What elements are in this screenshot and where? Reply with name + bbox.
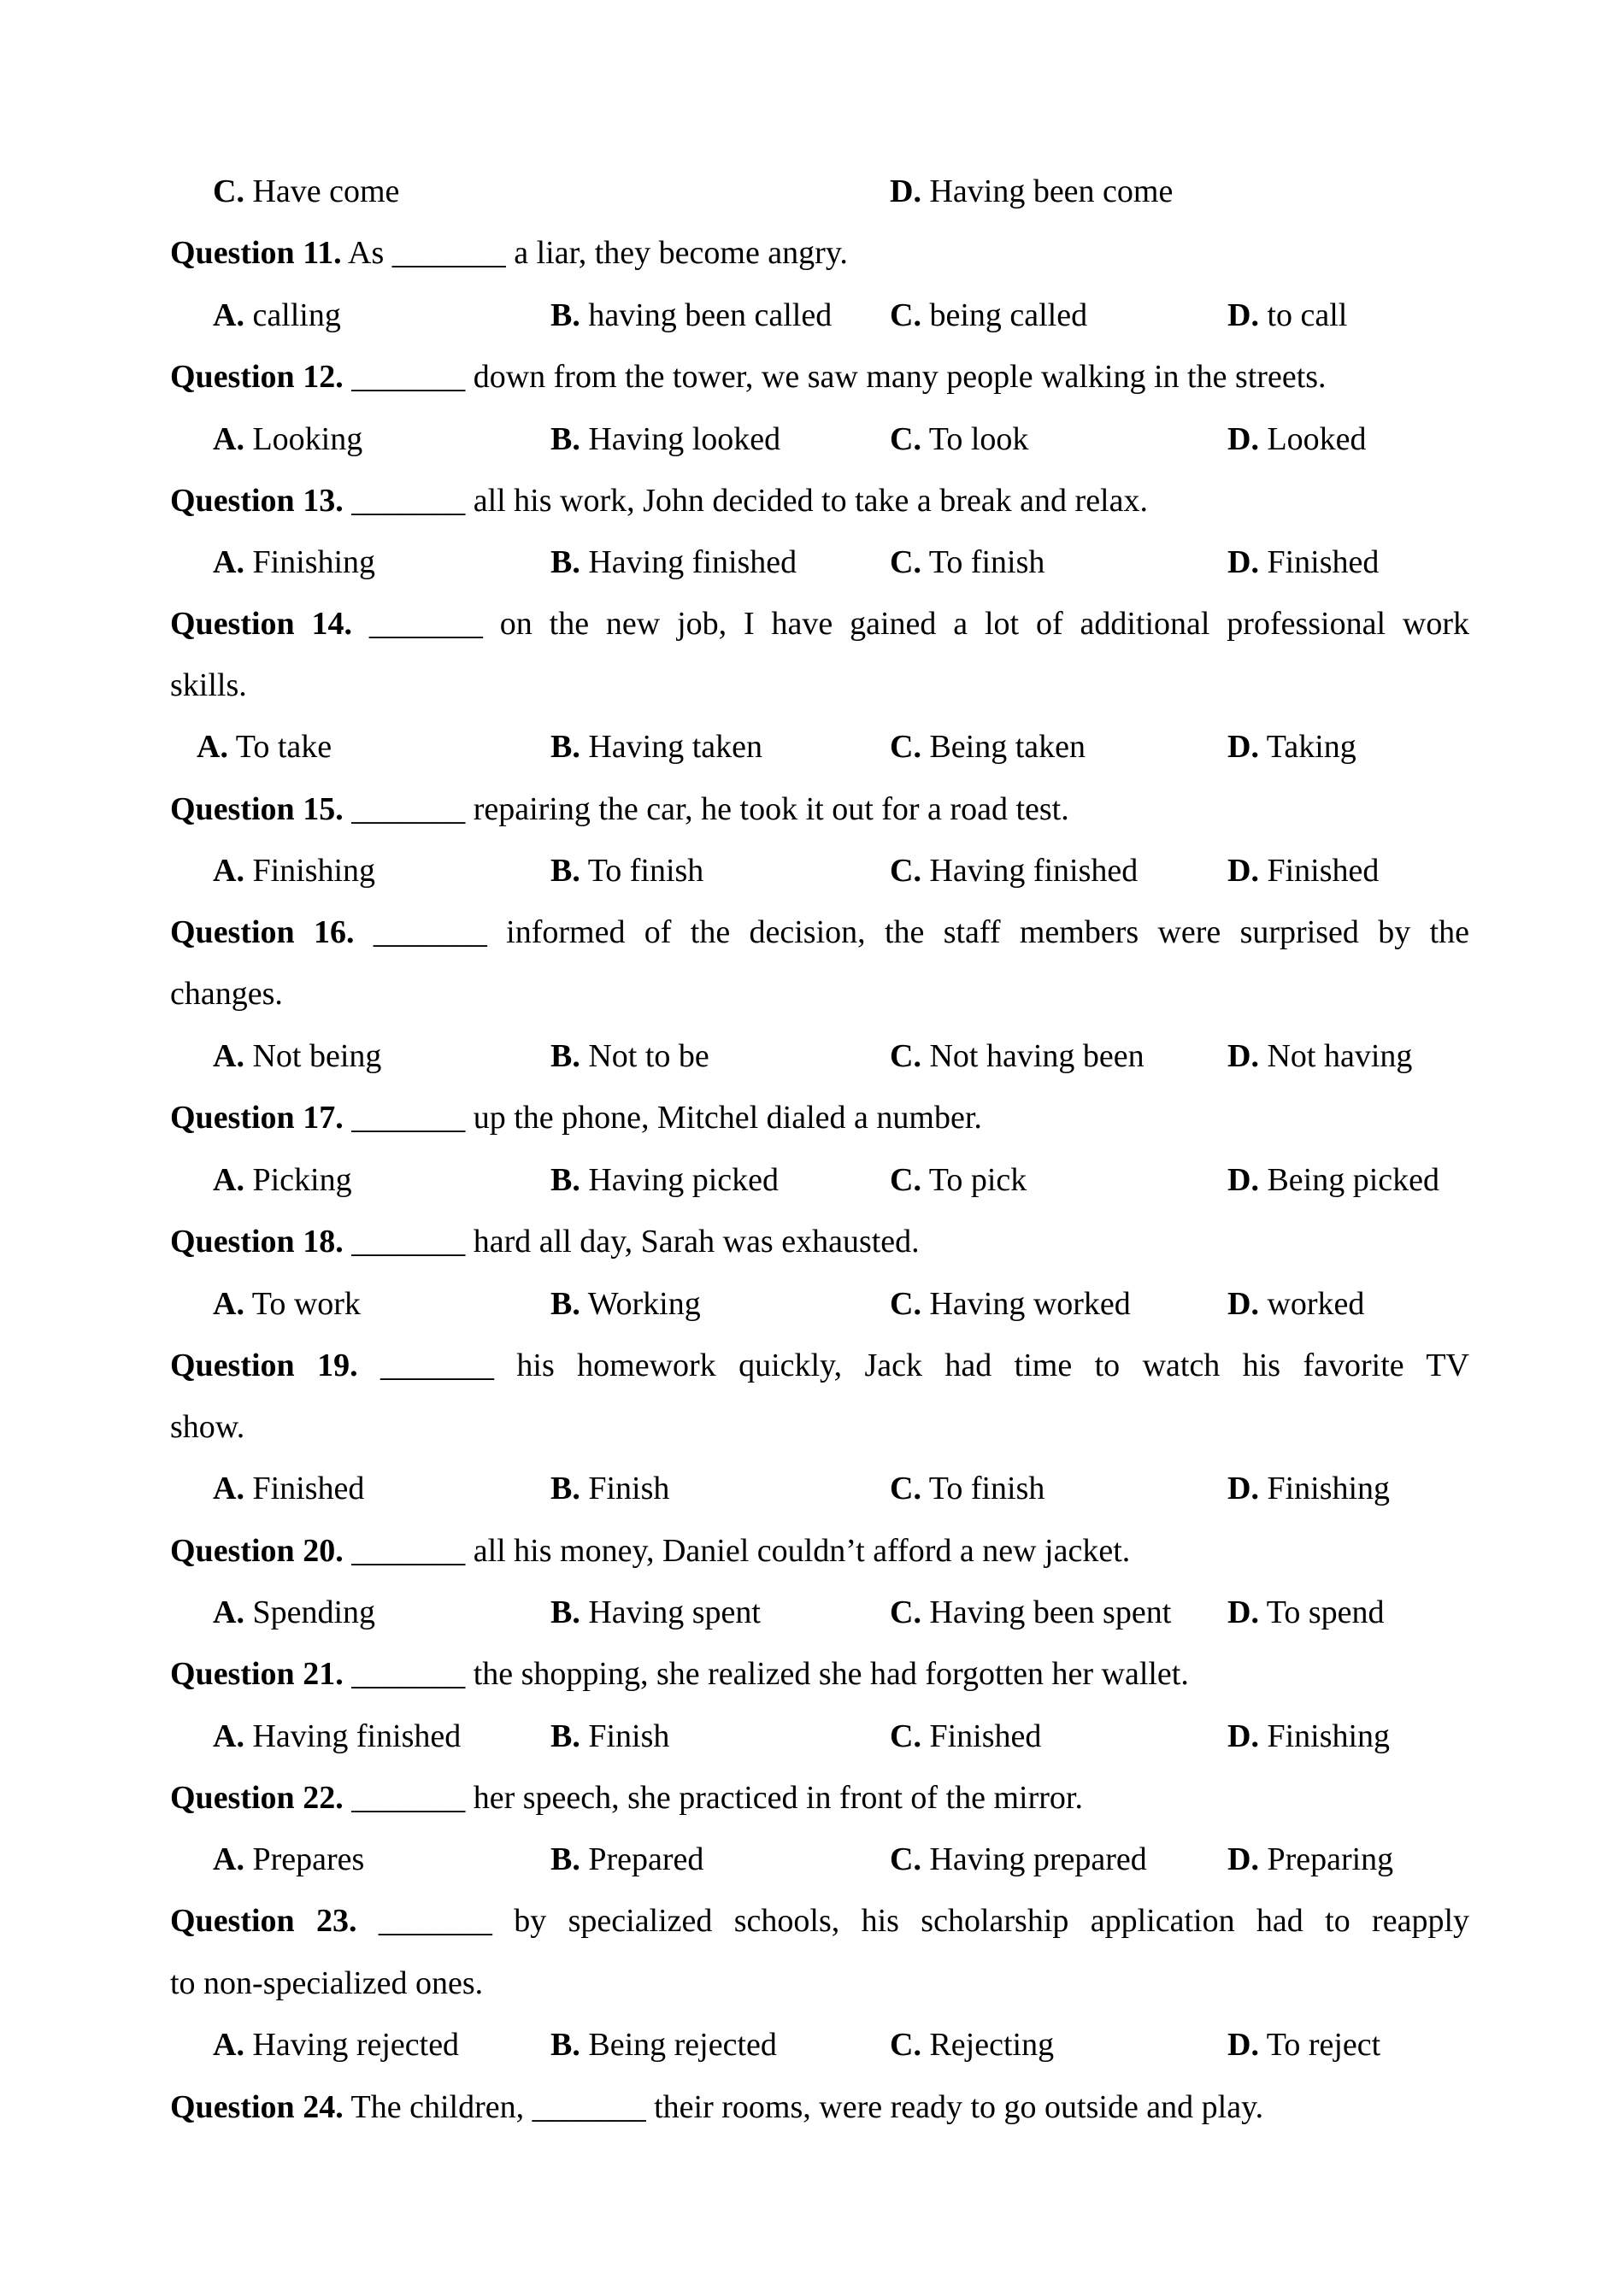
option-letter: D.: [1227, 297, 1259, 333]
option-letter: C.: [890, 1286, 921, 1322]
question-number: Question 24.: [170, 2089, 344, 2125]
option-letter: B.: [550, 1594, 580, 1630]
question-number: Question 20.: [170, 1533, 344, 1569]
option-c[interactable]: [890, 531, 1044, 593]
option-letter: C.: [890, 1471, 921, 1506]
option-text: To look: [928, 421, 1029, 457]
option-d[interactable]: [1227, 1458, 1390, 1519]
option-letter: D.: [1227, 1594, 1259, 1630]
option-letter: D.: [1227, 1471, 1259, 1506]
question-stem: [170, 1335, 1469, 1396]
option-letter: B.: [550, 1718, 580, 1754]
option-c[interactable]: [890, 716, 1086, 778]
option-letter: A.: [213, 1718, 244, 1754]
option-letter: A.: [213, 1162, 244, 1198]
option-letter: D.: [1227, 544, 1259, 580]
option-b[interactable]: [550, 285, 832, 346]
option-letter: A.: [213, 1286, 244, 1322]
answer-blank: _______: [380, 1348, 494, 1383]
option-text: having been called: [588, 297, 833, 333]
option-text: Working: [587, 1286, 701, 1322]
option-a[interactable]: [213, 1025, 381, 1087]
option-text: To work: [251, 1286, 361, 1322]
option-c[interactable]: [890, 2014, 1054, 2076]
question-text: down from the tower, we saw many people walking in the streets.: [473, 359, 1327, 395]
option-text: Having rejected: [252, 2027, 460, 2063]
question-text: her speech, she practiced in front of the mirror.: [473, 1780, 1083, 1816]
option-letter: B.: [550, 853, 580, 889]
question-text: up the phone, Mitchel dialed a number.: [473, 1100, 982, 1136]
question-text: their rooms, were ready to go outside and play.: [654, 2089, 1264, 2125]
answer-blank: _______: [351, 1780, 466, 1816]
option-text: Being picked: [1267, 1162, 1440, 1198]
question-stem: [170, 2076, 1469, 2138]
option-text: Finishing: [1267, 1471, 1391, 1506]
option-text: Spending: [252, 1594, 376, 1630]
option-letter: D.: [1227, 853, 1259, 889]
option-text: Having worked: [929, 1286, 1131, 1322]
option-letter: A.: [213, 1038, 244, 1074]
answer-blank: _______: [351, 1656, 466, 1692]
option-text: Not being: [252, 1038, 382, 1074]
option-text: Finished: [252, 1471, 365, 1506]
question-number: Question 12.: [170, 359, 344, 395]
option-letter: B.: [550, 1471, 580, 1506]
option-text: Finish: [588, 1718, 670, 1754]
option-letter: C.: [890, 1594, 921, 1630]
option-d[interactable]: [1227, 1149, 1439, 1211]
question-number: Question 14.: [170, 606, 353, 642]
option-text: Prepares: [252, 1841, 365, 1877]
option-text: To take: [235, 729, 332, 765]
option-b[interactable]: [550, 2014, 777, 2076]
option-letter: C.: [890, 421, 921, 457]
question-stem: [170, 1890, 1469, 1952]
option-c[interactable]: [890, 1025, 1144, 1087]
option-d[interactable]: [1227, 2014, 1380, 2076]
option-text: Not having: [1267, 1038, 1413, 1074]
answer-blank: _______: [351, 483, 466, 519]
option-c[interactable]: [890, 1582, 1171, 1643]
option-letter: B.: [550, 729, 580, 765]
answer-blank: _______: [378, 1903, 492, 1939]
option-a[interactable]: [213, 1706, 461, 1767]
option-letter: D.: [1227, 729, 1259, 765]
option-b[interactable]: [550, 716, 762, 778]
option-b[interactable]: [550, 1829, 703, 1890]
answer-blank: _______: [351, 359, 466, 395]
option-b[interactable]: [550, 531, 797, 593]
question-text-before: As: [348, 235, 385, 271]
question-number: Question 18.: [170, 1224, 344, 1260]
option-c[interactable]: [890, 1458, 1044, 1519]
option-b[interactable]: [550, 1149, 779, 1211]
option-b[interactable]: [550, 1458, 669, 1519]
option-text: Finishing: [252, 544, 376, 580]
option-text: To spend: [1266, 1594, 1385, 1630]
option-text: Having spent: [588, 1594, 761, 1630]
option-text: Finishing: [1267, 1718, 1391, 1754]
option-b[interactable]: [550, 1706, 669, 1767]
question-text: all his money, Daniel couldn’t afford a new jacket.: [473, 1533, 1131, 1569]
option-a[interactable]: [213, 1149, 352, 1211]
option-text: Looking: [252, 421, 363, 457]
option-letter: C.: [890, 1162, 921, 1198]
question-text-before: The children,: [350, 2089, 525, 2125]
option-c[interactable]: [890, 1829, 1147, 1890]
option-letter: A.: [213, 2027, 244, 2063]
option-letter: A.: [213, 1471, 244, 1506]
option-letter: D.: [1227, 1038, 1259, 1074]
option-letter: D.: [1227, 421, 1259, 457]
option-c: C. Have come: [213, 173, 400, 209]
option-a[interactable]: [213, 1458, 364, 1519]
answer-blank: _______: [391, 235, 506, 271]
option-b[interactable]: [550, 1273, 701, 1335]
option-text: To finish: [587, 853, 704, 889]
option-text: To reject: [1266, 2027, 1381, 2063]
option-c[interactable]: [890, 1273, 1131, 1335]
option-letter: C.: [890, 853, 921, 889]
option-d[interactable]: [1227, 408, 1367, 470]
option-b[interactable]: [550, 1582, 761, 1643]
question-text: his homework quickly, Jack had time to watch his favorite TV: [516, 1348, 1469, 1383]
option-letter: A.: [197, 729, 228, 765]
question-stem: [170, 778, 1469, 840]
option-text: To pick: [928, 1162, 1027, 1198]
option-d[interactable]: [1227, 1273, 1364, 1335]
option-b[interactable]: [550, 840, 703, 901]
option-text: to call: [1267, 297, 1348, 333]
answer-blank: _______: [351, 1533, 466, 1569]
question-text: all his work, John decided to take a break and relax.: [473, 483, 1148, 519]
option-a[interactable]: [213, 531, 375, 593]
option-text: Having finished: [588, 544, 797, 580]
option-text: Preparing: [1267, 1841, 1394, 1877]
option-letter: A.: [213, 421, 244, 457]
answer-blank: _______: [532, 2089, 646, 2125]
option-text: Looked: [1267, 421, 1367, 457]
option-text: being called: [929, 297, 1088, 333]
option-c[interactable]: [890, 1149, 1027, 1211]
answer-blank: _______: [351, 1100, 466, 1136]
option-a[interactable]: [197, 716, 332, 778]
option-letter: C.: [890, 729, 921, 765]
option-text: Finished: [1267, 544, 1380, 580]
option-text: Finished: [1267, 853, 1380, 889]
option-letter: A.: [213, 853, 244, 889]
option-letter: B.: [550, 1162, 580, 1198]
option-text: Picking: [252, 1162, 352, 1198]
option-letter: C.: [890, 2027, 921, 2063]
option-d[interactable]: [1227, 1025, 1412, 1087]
option-b[interactable]: [550, 408, 780, 470]
option-text: Having finished: [252, 1718, 462, 1754]
option-text: Having picked: [588, 1162, 780, 1198]
option-d[interactable]: [1227, 285, 1347, 346]
question-text: informed of the decision, the staff members were surprised by the: [506, 914, 1469, 950]
option-text: worked: [1267, 1286, 1365, 1322]
question-number: Question 23.: [170, 1903, 357, 1939]
option-text: Not having been: [929, 1038, 1144, 1074]
option-letter: D.: [1227, 1162, 1259, 1198]
question-text: on the new job, I have gained a lot of additional professional work: [499, 606, 1469, 642]
option-letter: A.: [213, 1841, 244, 1877]
option-text: Being taken: [929, 729, 1086, 765]
option-letter: C.: [890, 297, 921, 333]
option-letter: D.: [1227, 2027, 1259, 2063]
option-b[interactable]: [550, 1025, 709, 1087]
option-letter: A.: [213, 1594, 244, 1630]
option-text: Having taken: [588, 729, 763, 765]
option-a[interactable]: [213, 840, 375, 901]
question-text: by specialized schools, his scholarship application had to reapply: [514, 1903, 1469, 1939]
option-text: Prepared: [588, 1841, 704, 1877]
question-stem: [170, 346, 1469, 408]
option-c[interactable]: [890, 840, 1138, 901]
question-text: repairing the car, he took it out for a road test.: [473, 791, 1069, 827]
option-letter: C.: [890, 1038, 921, 1074]
option-letter: B.: [550, 544, 580, 580]
option-letter: D.: [1227, 1718, 1259, 1754]
option-d[interactable]: [1227, 1706, 1390, 1767]
question-number: Question 19.: [170, 1348, 358, 1383]
question-stem: [170, 1643, 1469, 1705]
option-text: Having looked: [588, 421, 781, 457]
question-continuation: to non-specialized ones.: [170, 1965, 484, 2001]
option-letter: B.: [550, 1841, 580, 1877]
option-letter: D.: [1227, 1286, 1259, 1322]
option-letter: B.: [550, 1286, 580, 1322]
option-d[interactable]: [1227, 1582, 1385, 1643]
question-stem: [170, 1211, 1469, 1272]
option-text: calling: [252, 297, 341, 333]
option-d[interactable]: [1227, 840, 1379, 901]
option-letter: D.: [1227, 1841, 1259, 1877]
option-a[interactable]: [213, 1829, 364, 1890]
question-text: hard all day, Sarah was exhausted.: [473, 1224, 920, 1260]
question-number: Question 16.: [170, 914, 355, 950]
option-a[interactable]: [213, 285, 341, 346]
question-stem: [170, 1087, 1469, 1148]
question-text: a liar, they become angry.: [514, 235, 848, 271]
answer-blank: _______: [368, 606, 483, 642]
option-text: Finishing: [252, 853, 376, 889]
option-d[interactable]: [1227, 1829, 1393, 1890]
option-text: Having finished: [929, 853, 1139, 889]
option-letter: A.: [213, 297, 244, 333]
answer-blank: _______: [351, 1224, 466, 1260]
option-a[interactable]: [213, 1582, 375, 1643]
option-letter: B.: [550, 421, 580, 457]
option-a[interactable]: [213, 1273, 361, 1335]
question-number: Question 17.: [170, 1100, 344, 1136]
option-letter: B.: [550, 2027, 580, 2063]
option-text: Taking: [1266, 729, 1356, 765]
option-text: Finish: [588, 1471, 670, 1506]
option-letter: A.: [213, 544, 244, 580]
option-text: Finished: [929, 1718, 1042, 1754]
question-number: Question 13.: [170, 483, 344, 519]
option-letter: C.: [890, 1841, 921, 1877]
option-text: To finish: [928, 1471, 1045, 1506]
answer-blank: _______: [351, 791, 466, 827]
option-d[interactable]: [1227, 531, 1379, 593]
option-letter: C.: [890, 1718, 921, 1754]
option-a[interactable]: [213, 408, 362, 470]
question-stem: [170, 593, 1469, 655]
option-text: Not to be: [588, 1038, 709, 1074]
question-stem: [170, 222, 1469, 284]
option-d[interactable]: [1227, 716, 1356, 778]
option-text: Being rejected: [588, 2027, 777, 2063]
option-letter: B.: [550, 297, 580, 333]
option-text: Having prepared: [929, 1841, 1147, 1877]
question-number: Question 21.: [170, 1656, 344, 1692]
option-text: Having been spent: [929, 1594, 1172, 1630]
question-stem: [170, 1767, 1469, 1829]
question-number: Question 22.: [170, 1780, 344, 1816]
option-letter: B.: [550, 1038, 580, 1074]
question-continuation: show.: [170, 1409, 245, 1445]
option-text: To finish: [928, 544, 1045, 580]
answer-blank: _______: [373, 914, 487, 950]
question-stem: [170, 1520, 1469, 1582]
option-c[interactable]: [890, 1706, 1041, 1767]
option-c[interactable]: [890, 285, 1087, 346]
question-number: Question 15.: [170, 791, 344, 827]
question-continuation: skills.: [170, 667, 247, 703]
option-d: D. Having been come: [890, 173, 1174, 209]
question-text: the shopping, she realized she had forgotten her wallet.: [473, 1656, 1189, 1692]
option-text: Rejecting: [929, 2027, 1055, 2063]
question-continuation: changes.: [170, 976, 283, 1012]
option-c[interactable]: [890, 408, 1028, 470]
question-number: Question 11.: [170, 235, 342, 271]
question-stem: [170, 470, 1469, 531]
question-stem: [170, 901, 1469, 963]
option-a[interactable]: [213, 2014, 459, 2076]
option-letter: C.: [890, 544, 921, 580]
